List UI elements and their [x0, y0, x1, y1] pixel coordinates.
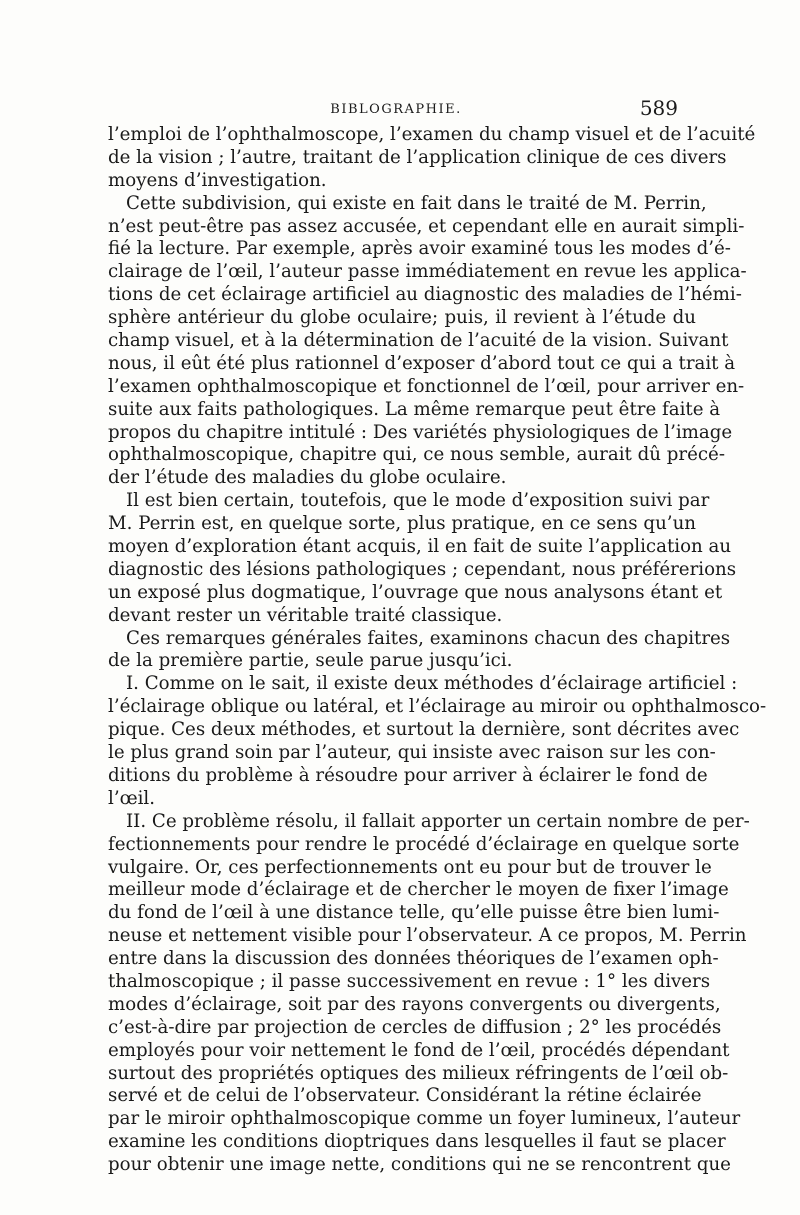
text-line: modes d’éclairage, soit par des rayons convergents ou divergents,	[108, 993, 721, 1015]
text-line: n’est peut-être pas assez accusée, et cependant elle en aurait simpli-	[108, 215, 745, 237]
text-line: champ visuel, et à la détermination de l’acuité de la vision. Suivant	[108, 330, 729, 352]
text-line: sphère antérieur du globe oculaire; puis, il revient à l’étude du	[108, 307, 696, 329]
text-line: Ces remarques générales faites, examinons chacun des chapitres	[126, 627, 731, 649]
text-line: thalmoscopique ; il passe successivement en revue : 1° les divers	[108, 970, 711, 992]
text-line: de la première partie, seule parue jusqu’ici.	[108, 650, 513, 672]
page-number: 589	[639, 96, 678, 120]
text-line: servé et de celui de l’observateur. Considérant la rétine éclairée	[108, 1085, 702, 1107]
text-line: Cette subdivision, qui existe en fait dans le traité de M. Perrin,	[126, 192, 707, 214]
text-line: nous, il eût été plus rationnel d’exposer d’abord tout ce qui a trait à	[108, 352, 736, 374]
text-line: l’examen ophthalmoscopique et fonctionnel de l’œil, pour arriver en-	[108, 375, 745, 397]
text-line: pique. Ces deux méthodes, et surtout la dernière, sont décrites avec	[108, 719, 740, 741]
running-head	[108, 96, 684, 122]
text-line: meilleur mode d’éclairage et de chercher le moyen de fixer l’image	[108, 879, 729, 901]
text-line: devant rester un véritable traité classique.	[108, 604, 503, 626]
text-line: vulgaire. Or, ces perfectionnements ont eu pour but de trouver le	[108, 856, 712, 878]
text-line: tions de cet éclairage artificiel au diagnostic des maladies de l’hémi-	[108, 284, 742, 306]
text-line: l’éclairage oblique ou latéral, et l’éclairage au miroir ou ophthalmosco-	[108, 696, 767, 718]
text-line: du fond de l’œil à une distance telle, qu’elle puisse être bien lumi-	[108, 902, 720, 924]
text-line: le plus grand soin par l’auteur, qui insiste avec raison sur les con-	[108, 742, 716, 764]
text-line: der l’étude des maladies du globe oculaire.	[108, 467, 507, 489]
text-line: employés pour voir nettement le fond de l’œil, procédés dépendant	[108, 1039, 730, 1061]
text-line: par le miroir ophthalmoscopique comme un foyer lumineux, l’auteur	[108, 1108, 741, 1130]
text-line: examine les conditions dioptriques dans lesquelles il faut se placer	[108, 1131, 726, 1153]
text-line: pour obtenir une image nette, conditions qui ne se rencontrent que	[108, 1154, 731, 1176]
text-line: M. Perrin est, en quelque sorte, plus pratique, en ce sens qu’un	[108, 513, 696, 535]
text-line: I. Comme on le sait, il existe deux méthodes d’éclairage artificiel :	[126, 673, 738, 695]
text-line: c’est-à-dire par projection de cercles de diffusion ; 2° les procédés	[108, 1016, 722, 1038]
text-line: l’emploi de l’ophthalmoscope, l’examen du champ visuel et de l’acuité	[108, 124, 756, 145]
text-line: moyens d’investigation.	[108, 169, 327, 191]
text-line: un exposé plus dogmatique, l’ouvrage que nous analysons étant et	[108, 581, 723, 603]
text-line: l’œil.	[108, 787, 155, 809]
text-line: II. Ce problème résolu, il fallait apporter un certain nombre de per-	[126, 810, 750, 832]
text-line: fectionnements pour rendre le procédé d’éclairage en quelque sorte	[108, 833, 740, 855]
text-line: de la vision ; l’autre, traitant de l’application clinique de ces divers	[108, 146, 727, 168]
text-line: moyen d’exploration étant acquis, il en fait de suite l’application au	[108, 536, 732, 558]
text-line: diagnostic des lésions pathologiques ; cependant, nous préférerions	[108, 558, 737, 580]
text-line: surtout des propriétés optiques des milieux réfringents de l’œil ob-	[108, 1062, 729, 1084]
text-line: entre dans la discussion des données théoriques de l’examen oph-	[108, 948, 719, 970]
text-line: Il est bien certain, toutefois, que le mode d’exposition suivi par	[126, 490, 710, 512]
running-title: BIBLOGRAPHIE.	[330, 102, 462, 117]
text-line: neuse et nettement visible pour l’observateur. A ce propos, M. Perrin	[108, 925, 747, 947]
body-text	[108, 124, 767, 1177]
text-line: ophthalmoscopique, chapitre qui, ce nous semble, aurait dû précé-	[108, 444, 725, 466]
text-line: ditions du problème à résoudre pour arriver à éclairer le fond de	[108, 764, 708, 786]
text-line: propos du chapitre intitulé : Des variétés physiologiques de l’image	[108, 421, 733, 443]
text-line: clairage de l’œil, l’auteur passe immédiatement en revue les applica-	[108, 261, 747, 283]
text-line: fié la lecture. Par exemple, après avoir examiné tous les modes d’é-	[108, 238, 731, 260]
text-line: suite aux faits pathologiques. La même remarque peut être faite à	[108, 398, 721, 420]
